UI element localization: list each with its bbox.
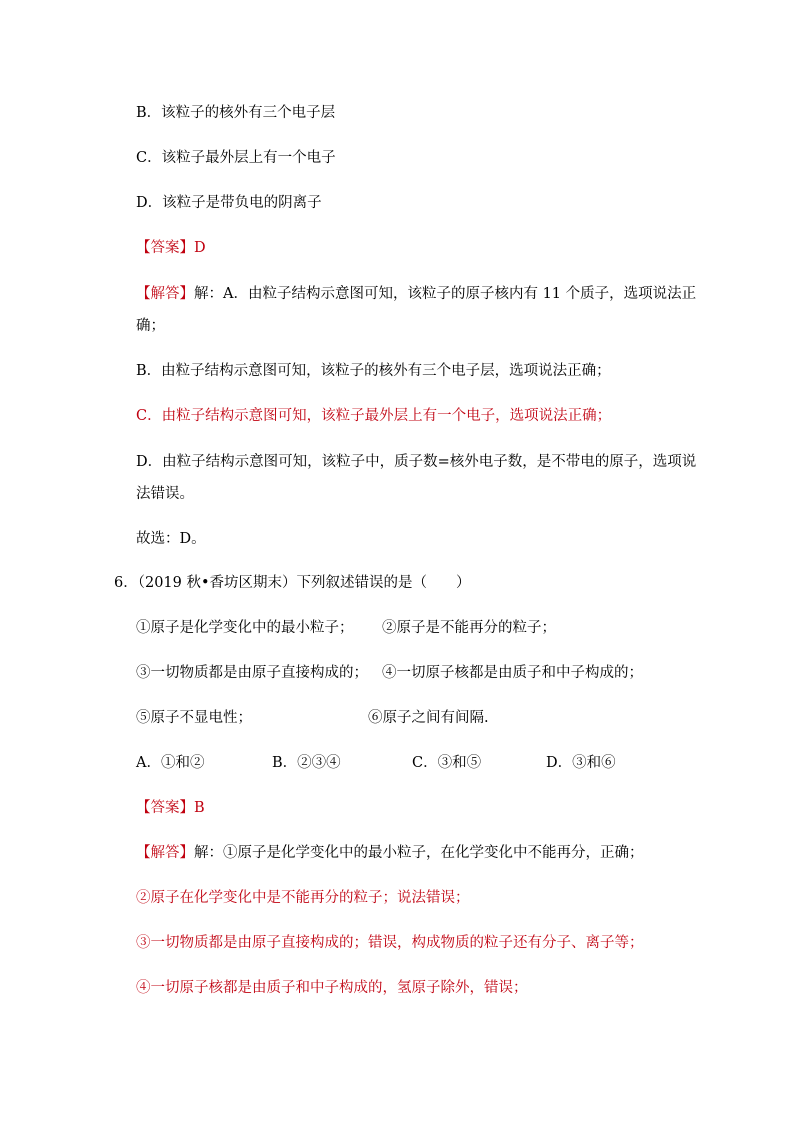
analysis-a-line1 bbox=[136, 284, 696, 304]
option-b: B．该粒子的核外有三个电子层 bbox=[136, 105, 336, 121]
analysis-d-line2: 法错误。 bbox=[136, 486, 194, 502]
answer-value-6: B bbox=[194, 800, 205, 816]
option-d: D．该粒子是带负电的阴离子 bbox=[136, 195, 322, 211]
q6-analysis-1-text: 解：①原子是化学变化中的最小粒子，在化学变化中不能再分，正确； bbox=[194, 845, 644, 861]
statement-3: ③一切物质都是由原子直接构成的； bbox=[136, 665, 368, 681]
answer-row-6 bbox=[136, 798, 205, 818]
statement-6: ⑥原子之间有间隔. bbox=[368, 710, 489, 726]
conclusion: 故选：D。 bbox=[136, 531, 206, 547]
q6-analysis-2: ②原子在化学变化中是不能再分的粒子；说法错误； bbox=[136, 890, 470, 906]
answer-label: 【答案】 bbox=[136, 240, 194, 256]
analysis-a-text: A．由粒子结构示意图可知，该粒子的原子核内有 11 个质子，选项说法正 bbox=[223, 286, 697, 302]
analysis-intro: 解： bbox=[194, 286, 223, 302]
question-6-stem: 6．（2019 秋•香坊区期末）下列叙述错误的是（ ） bbox=[114, 575, 471, 591]
choice-d[interactable]: D．③和⑥ bbox=[546, 755, 616, 771]
statement-5: ⑤原子不显电性； bbox=[136, 710, 252, 726]
analysis-b: B．由粒子结构示意图可知，该粒子的核外有三个电子层，选项说法正确； bbox=[136, 363, 611, 379]
statement-2: ②原子是不能再分的粒子； bbox=[382, 620, 556, 636]
q6-analysis-label: 【解答】 bbox=[136, 845, 194, 861]
choice-b[interactable]: B．②③④ bbox=[272, 755, 341, 771]
option-c: C．该粒子最外层上有一个电子 bbox=[136, 150, 336, 166]
analysis-a-line2: 确； bbox=[136, 318, 165, 334]
answer-label-6: 【答案】 bbox=[136, 800, 194, 816]
choice-a[interactable]: A．①和② bbox=[136, 755, 205, 771]
analysis-c: C．由粒子结构示意图可知，该粒子最外层上有一个电子，选项说法正确； bbox=[136, 408, 612, 424]
analysis-label: 【解答】 bbox=[136, 286, 194, 302]
answer-row-5 bbox=[136, 238, 206, 258]
q6-analysis-3: ③一切物质都是由原子直接构成的；错误，构成物质的粒子还有分子、离子等； bbox=[136, 935, 644, 951]
q6-analysis-4: ④一切原子核都是由质子和中子构成的，氢原子除外，错误； bbox=[136, 980, 528, 996]
choice-c[interactable]: C．③和⑤ bbox=[412, 755, 482, 771]
q6-analysis-1 bbox=[136, 843, 644, 863]
statement-1: ①原子是化学变化中的最小粒子； bbox=[136, 620, 354, 636]
analysis-d-line1: D．由粒子结构示意图可知，该粒子中，质子数=核外电子数，是不带电的原子，选项说 bbox=[136, 454, 697, 470]
statement-4: ④一切原子核都是由质子和中子构成的； bbox=[382, 665, 643, 681]
answer-value: D bbox=[194, 240, 206, 256]
